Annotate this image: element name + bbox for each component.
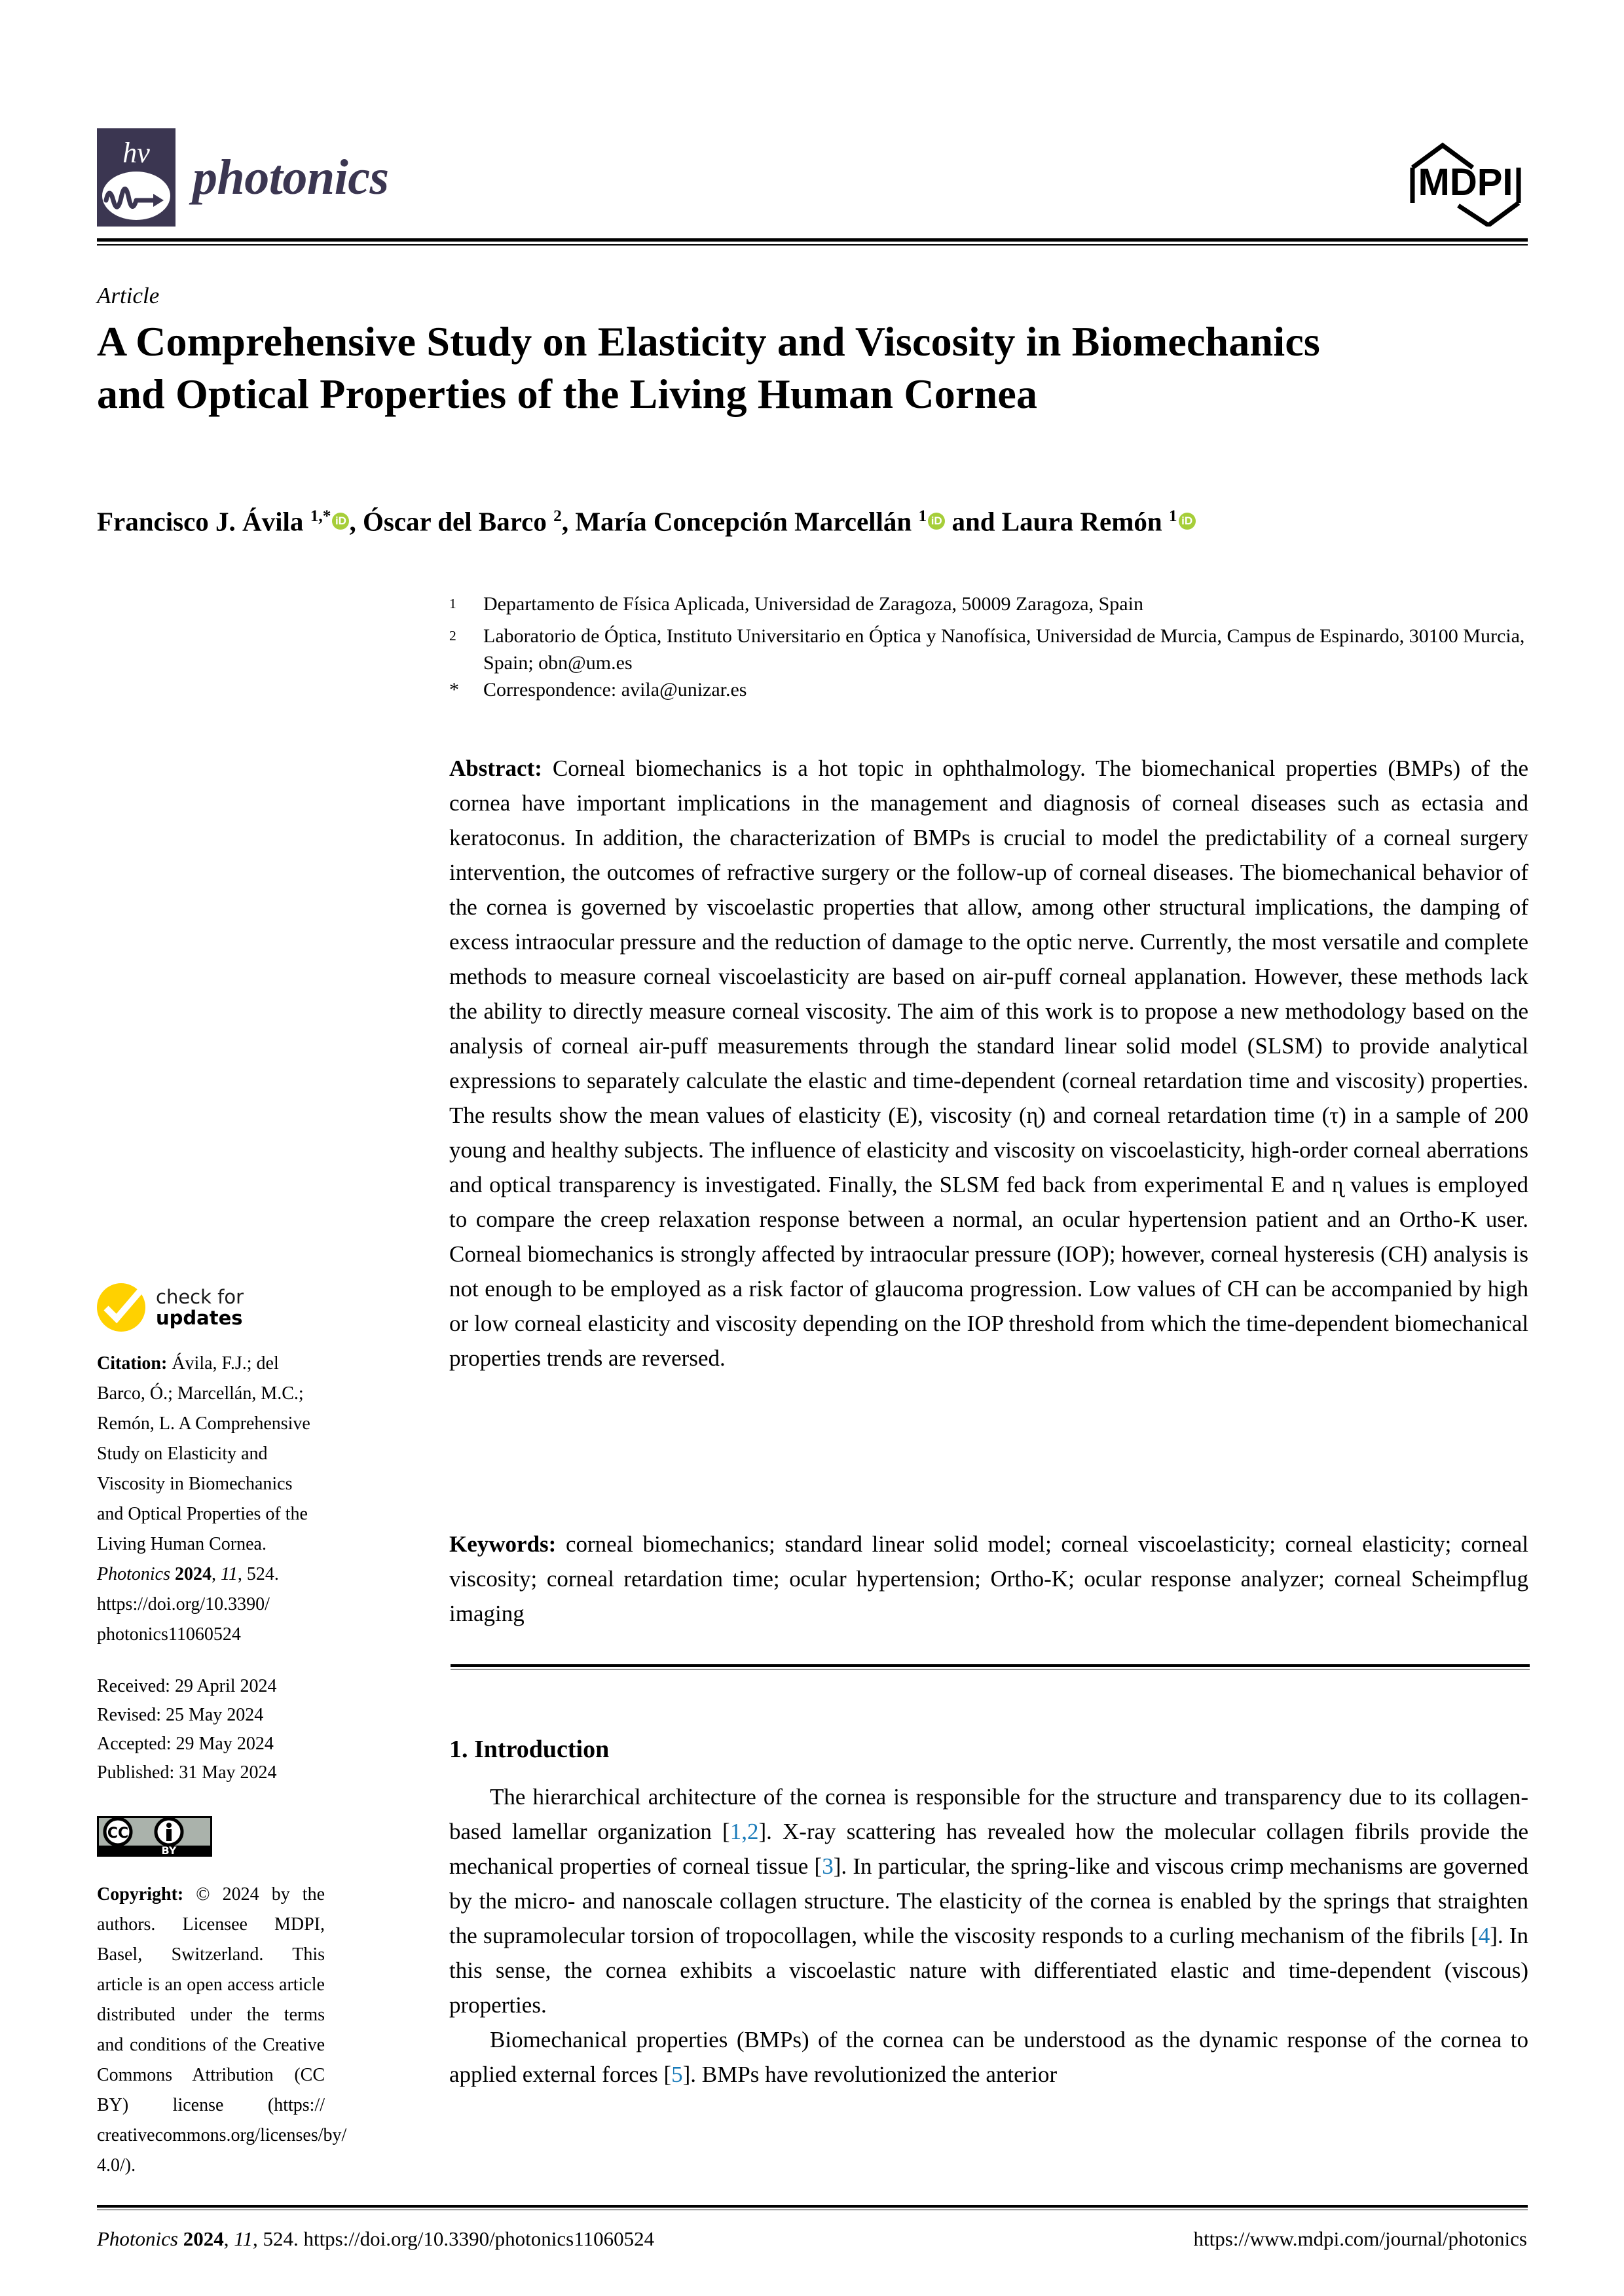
svg-text:MDPI: MDPI: [1418, 161, 1513, 204]
keywords-label: Keywords:: [449, 1531, 557, 1557]
header-divider: [97, 238, 1528, 246]
author-list: Francisco J. Ávila $^{1,*}$ iD , Óscar del Barco $^2$, María Concepción Marcellán $^1$ iD and Laura Remón $^1$ iD: [97, 498, 1528, 540]
correspondence-marker: *: [449, 679, 459, 701]
check-updates-line2: updates: [156, 1307, 243, 1329]
affiliations-block: [449, 591, 1530, 703]
paragraph: Biomechanical properties (BMPs) of the cornea can be understood as the dynamic response of the cornea to applied external forces [5]. BMPs have revolutionized the anterior: [449, 2027, 1528, 2087]
sidebar: [97, 1283, 424, 2181]
date-received: Received: 29 April 2024: [97, 1676, 277, 1696]
check-for-updates-label: [156, 1286, 244, 1328]
affiliation-marker: 2: [449, 628, 456, 644]
affiliation-marker: 1: [449, 596, 456, 611]
keywords-block: [449, 1527, 1528, 1631]
mdpi-logo[interactable]: [1403, 135, 1528, 227]
introduction-body: [449, 1779, 1528, 2092]
affiliation-text: Laboratorio de Óptica, Instituto Universitario en Óptica y Nanofísica, Universidad de Murcia, Campus de Espinardo, 30100 Murcia, Spain; obn@um.es: [483, 625, 1525, 674]
section-heading-introduction: 1. Introduction: [449, 1736, 610, 1763]
abstract-block: [449, 751, 1528, 1376]
date-revised: Revised: 25 May 2024: [97, 1705, 264, 1725]
date-accepted: Accepted: 29 May 2024: [97, 1734, 274, 1754]
footer-divider: [97, 2205, 1528, 2210]
waveform-icon: [102, 172, 170, 220]
affiliation-row: [449, 623, 1530, 676]
footer-journal-url[interactable]: https://www.mdpi.com/journal/photonics: [1193, 2227, 1527, 2250]
page-title: A Comprehensive Study on Elasticity and Viscosity in Biomechanics and Optical Properties of the Living Human Cornea: [97, 318, 1321, 417]
date-published: Published: 31 May 2024: [97, 1762, 277, 1783]
photonics-logo-mark: [97, 128, 175, 227]
affiliation-text: Departamento de Física Aplicada, Universidad de Zaragoza, 50009 Zaragoza, Spain: [483, 593, 1143, 615]
correspondence-text: Correspondence: avila@unizar.es: [483, 679, 747, 701]
publication-dates: [97, 1672, 333, 1787]
creative-commons-by-icon[interactable]: [97, 1816, 212, 1857]
check-for-updates-badge[interactable]: [97, 1283, 424, 1332]
affiliation-row: [449, 591, 1530, 623]
svg-text:CC: CC: [107, 1825, 129, 1842]
paragraph: The hierarchical architecture of the cornea is responsible for the structure and transparency due to its collagen-based lamellar organization [1,2]. X-ray scattering has revealed how the molecular collagen fibrils provide the mechanical properties of corneal tissue [3]. In particular, the spring-like and viscous crimp mechanisms are governed by the micro- and nanoscale collagen structure. The elasticity of the cornea is enabled by the springs that straighten the supramolecular torsion of tropocollagen, while the viscosity responds to a curling mechanism of the fibrils [4]. In this sense, the cornea exhibits a viscoelastic nature with differentiated elastic and time-dependent (viscous) properties.: [449, 1784, 1529, 2018]
article-type-label: Article: [97, 283, 160, 308]
abstract-label: Abstract:: [449, 756, 542, 781]
journal-name: photonics: [193, 150, 389, 205]
footer-citation: Photonics 2024, 11, 524. https://doi.org/10.3390/photonics11060524: [97, 2227, 655, 2250]
copyright-block: Copyright: © 2024 by the authors. Licensee MDPI, Basel, Switzerland. This article is an open access article distributed under the terms and conditions of the Creative Commons Attribution (CC BY) license (https:// creativecommons.org/licenses/by/ 4.0/).: [97, 1884, 347, 2176]
logo-hv-text: hv: [122, 137, 150, 169]
abstract-text: Corneal biomechanics is a hot topic in ophthalmology. The biomechanical properties (BMPs) of the cornea have important implications in the management and diagnosis of corneal diseases such as ectasia and keratoconus. In addition, the characterization of BMPs is crucial to model the predictability of a corneal surgery intervention, the outcomes of refractive surgery or the follow-up of corneal diseases. The biomechanical behavior of the cornea is governed by viscoelastic properties that allow, among other structural implications, the damping of excess intraocular pressure and the reduction of damage to the optic nerve. Currently, the most versatile and complete methods to measure corneal viscoelasticity are based on air-puff corneal applanation. However, these methods lack the ability to directly measure corneal viscosity. The aim of this work is to propose a new methodology based on the analysis of corneal air-puff measurements through the standard linear solid model (SLSM) to provide analytical expressions to separately calculate the elastic and time-dependent (corneal retardation time and viscosity) properties. The results show the mean values of elasticity (E), viscosity (ɳ) and corneal retardation time (τ) in a sample of 200 young and healthy subjects. The influence of elasticity and viscosity on viscoelasticity, high-order corneal aberrations and optical transparency is investigated. Finally, the SLSM fed back from experimental E and ɳ values is employed to compare the creep relaxation response between a normal, an ocular hypertension patient and an Ortho-K user. Corneal biomechanics is strongly affected by intraocular pressure (IOP); however, corneal hysteresis (CH) analysis is not enough to be employed as a risk factor of glaucoma progression. Low values of CH can be accompanied by high or low corneal elasticity and viscosity depending on the IOP threshold from which the time-dependent biomechanical properties trends are reversed.: [449, 756, 1528, 1371]
journal-logo[interactable]: [97, 128, 389, 227]
keywords-divider: [451, 1664, 1530, 1669]
page-header: [97, 128, 1528, 227]
citation-block: Citation: Ávila, F.J.; del Barco, Ó.; Marcellán, M.C.; Remón, L. A Comprehensive Study on Elasticity and Viscosity in Biomechanics and Optical Properties of the Living Human Cornea. Photonics 2024, 11, 524. https://doi.org/10.3390/ photonics11060524: [97, 1353, 310, 1645]
check-circle-icon: [97, 1283, 145, 1332]
keywords-text: corneal biomechanics; standard linear solid model; corneal viscoelasticity; corneal elasticity; corneal viscosity; corneal retardation time; ocular hypertension; Ortho-K; ocular response analyzer; corneal Scheimpflug imaging: [449, 1531, 1528, 1626]
affiliation-row: [449, 676, 1530, 703]
cc-by-label: BY: [161, 1844, 177, 1857]
check-updates-line1: check for: [156, 1286, 244, 1308]
